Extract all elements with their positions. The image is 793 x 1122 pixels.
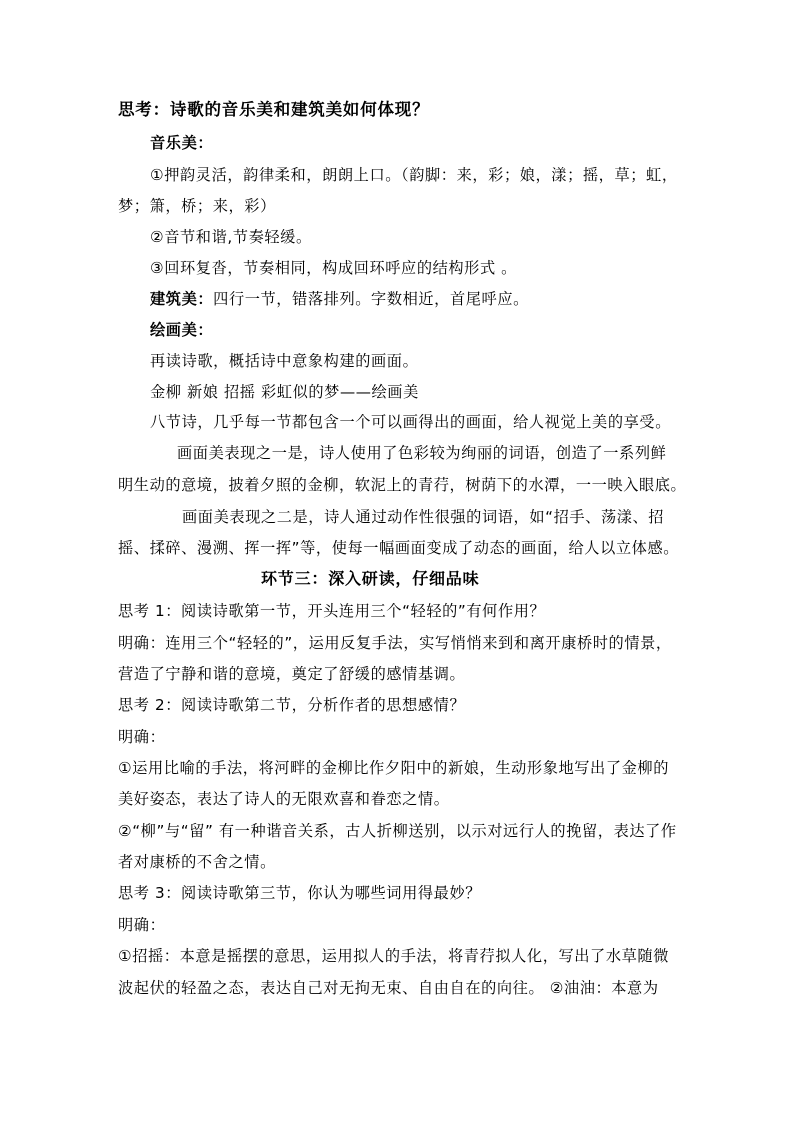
- painting-line4: 画面美表现之一是，诗人使用了色彩较为绚丽的词语，创造了一系列鲜: [177, 444, 667, 462]
- music-point2: ②音节和谐,节奏轻缓。: [150, 228, 312, 246]
- architecture-beauty-title: 建筑美：: [150, 290, 214, 308]
- think1-question: 思考 1：阅读诗歌第一节，开头连用三个“轻轻的”有何作用？: [118, 602, 546, 620]
- think3-point1-line2: 波起伏的轻盈之态，表达自己对无拘无束、自由自在的向往。 ②油油：本意为: [118, 979, 659, 997]
- think2-point1-line1: ①运用比喻的手法，将河畔的金柳比作夕阳中的新娘，生动形象地写出了金柳的: [118, 759, 669, 777]
- painting-line3: 八节诗，几乎每一节都包含一个可以画得出的画面，给人视觉上美的享受。: [150, 413, 671, 431]
- painting-line2: 金柳 新娘 招摇 彩虹似的梦——绘画美: [150, 383, 419, 401]
- think1-answer-line1: 明确：连用三个“轻轻的”，运用反复手法，实写悄悄来到和离开康桥时的情景，: [118, 634, 672, 652]
- architecture-paragraph: [150, 289, 529, 309]
- section3-title: 环节三：深入研读，仔细品味: [261, 569, 480, 588]
- think3-point1-line1: ①招摇：本意是摇摆的意思，运用拟人的手法，将青荇拟人化，写出了水草随微: [118, 947, 669, 965]
- think2-point1-line2: 美好姿态，表达了诗人的无限欢喜和眷恋之情。: [118, 790, 450, 808]
- painting-beauty-title: 绘画美：: [150, 321, 214, 339]
- think2-point2-line1: ②“柳”与“留” 有一种谐音关系，古人折柳送别，以示对远行人的挽留，表达了作: [118, 822, 677, 840]
- think2-answer-label: 明确：: [118, 728, 166, 746]
- think3-answer-label: 明确：: [118, 916, 166, 934]
- painting-line5: 明生动的意境，披着夕照的金柳，软泥上的青荇，树荫下的水潭，一一映入眼底。: [118, 476, 687, 494]
- painting-line6: 画面美表现之二是，诗人通过动作性很强的词语，如“招手、荡漾、招: [182, 508, 665, 526]
- painting-line7: 摇、揉碎、漫溯、挥一挥”等，使每一幅画面变成了动态的画面，给人以立体感。: [118, 539, 680, 557]
- main-question-heading: 思考：诗歌的音乐美和建筑美如何体现？: [118, 100, 430, 119]
- architecture-beauty-text: 四行一节，错落排列。字数相近，首尾呼应。: [213, 290, 529, 308]
- music-beauty-title: 音乐美：: [150, 134, 214, 152]
- music-point3: ③回环复沓，节奏相同，构成回环呼应的结构形式 。: [150, 259, 517, 277]
- think1-answer-line2: 营造了宁静和谐的意境，奠定了舒缓的感情基调。: [118, 665, 466, 683]
- music-point1-line2: 梦；箫，桥；来，彩）: [118, 197, 276, 215]
- think3-question: 思考 3：阅读诗歌第三节，你认为哪些词用得最妙？: [118, 884, 482, 902]
- think2-point2-line2: 者对康桥的不舍之情。: [118, 853, 276, 871]
- music-point1-line1: ①押韵灵活，韵律柔和，朗朗上口。（韵脚：来，彩；娘，漾；摇，草；虹，: [150, 166, 678, 184]
- think2-question: 思考 2：阅读诗歌第二节，分析作者的思想感情？: [118, 696, 466, 714]
- painting-line1: 再读诗歌，概括诗中意象构建的画面。: [150, 352, 419, 370]
